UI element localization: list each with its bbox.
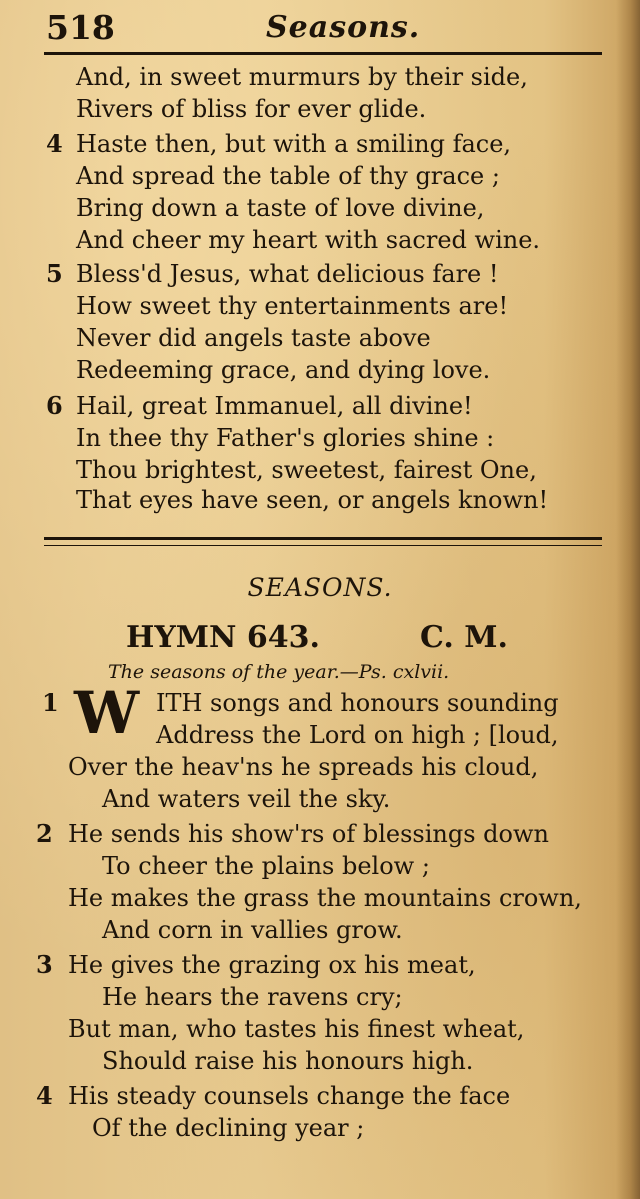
- verse-line: Redeeming grace, and dying love.: [76, 356, 491, 384]
- verse-line: But man, who tastes his finest wheat,: [68, 1015, 525, 1043]
- verse-line: And, in sweet murmurs by their side,: [76, 63, 528, 91]
- verse-line: Thou brightest, sweetest, fairest One,: [76, 456, 537, 484]
- verse-number: 4: [36, 1081, 53, 1110]
- header-rule: [44, 52, 602, 55]
- running-title: Seasons.: [266, 10, 421, 45]
- verse-line: Should raise his honours high.: [102, 1047, 474, 1075]
- hymn-subtitle: The seasons of the year.—Ps. cxlvii.: [108, 661, 450, 683]
- section-divider-top: [44, 537, 602, 540]
- verse-line: Bring down a taste of love divine,: [76, 194, 485, 222]
- verse-line: And spread the table of thy grace ;: [76, 162, 500, 190]
- verse-line: Over the heav'ns he spreads his cloud,: [68, 753, 539, 781]
- verse-line: In thee thy Father's glories shine :: [76, 424, 495, 452]
- verse-number: 3: [36, 950, 53, 979]
- drop-cap: W: [74, 679, 140, 747]
- verse-number: 1: [42, 688, 59, 717]
- verse-line: And cheer my heart with sacred wine.: [76, 226, 541, 254]
- section-divider-bottom: [44, 545, 602, 546]
- verse-line: Bless'd Jesus, what delicious fare !: [76, 260, 499, 288]
- verse-line: How sweet thy entertainments are!: [76, 292, 509, 320]
- verse-line: And corn in vallies grow.: [102, 916, 403, 944]
- verse-line: ITH songs and honours sounding: [156, 689, 559, 717]
- hymn-number: HYMN 643.: [126, 620, 320, 655]
- verse-line: That eyes have seen, or angels known!: [76, 486, 549, 514]
- verse-line: Hail, great Immanuel, all divine!: [76, 392, 473, 420]
- verse-number: 6: [46, 391, 63, 420]
- verse-line: Never did angels taste above: [76, 324, 431, 352]
- verse-number: 4: [46, 129, 63, 158]
- hymn-meter: C. M.: [420, 620, 508, 655]
- verse-line: He makes the grass the mountains crown,: [68, 884, 582, 912]
- page-header: [46, 8, 606, 48]
- verse-number: 2: [36, 819, 53, 848]
- verse-line: Haste then, but with a smiling face,: [76, 130, 512, 158]
- verse-line: Of the declining year ;: [92, 1114, 365, 1142]
- page-number: 518: [46, 8, 115, 47]
- verse-number: 5: [46, 259, 63, 288]
- verse-line: Address the Lord on high ; [loud,: [156, 721, 559, 749]
- section-title: SEASONS.: [247, 573, 393, 602]
- verse-line: He sends his show'rs of blessings down: [68, 820, 549, 848]
- verse-line: Rivers of bliss for ever glide.: [76, 95, 427, 123]
- verse-line: His steady counsels change the face: [68, 1082, 511, 1110]
- verse-line: He gives the grazing ox his meat,: [68, 951, 476, 979]
- verse-line: To cheer the plains below ;: [102, 852, 430, 880]
- verse-line: He hears the ravens cry;: [102, 983, 403, 1011]
- verse-line: And waters veil the sky.: [102, 785, 391, 813]
